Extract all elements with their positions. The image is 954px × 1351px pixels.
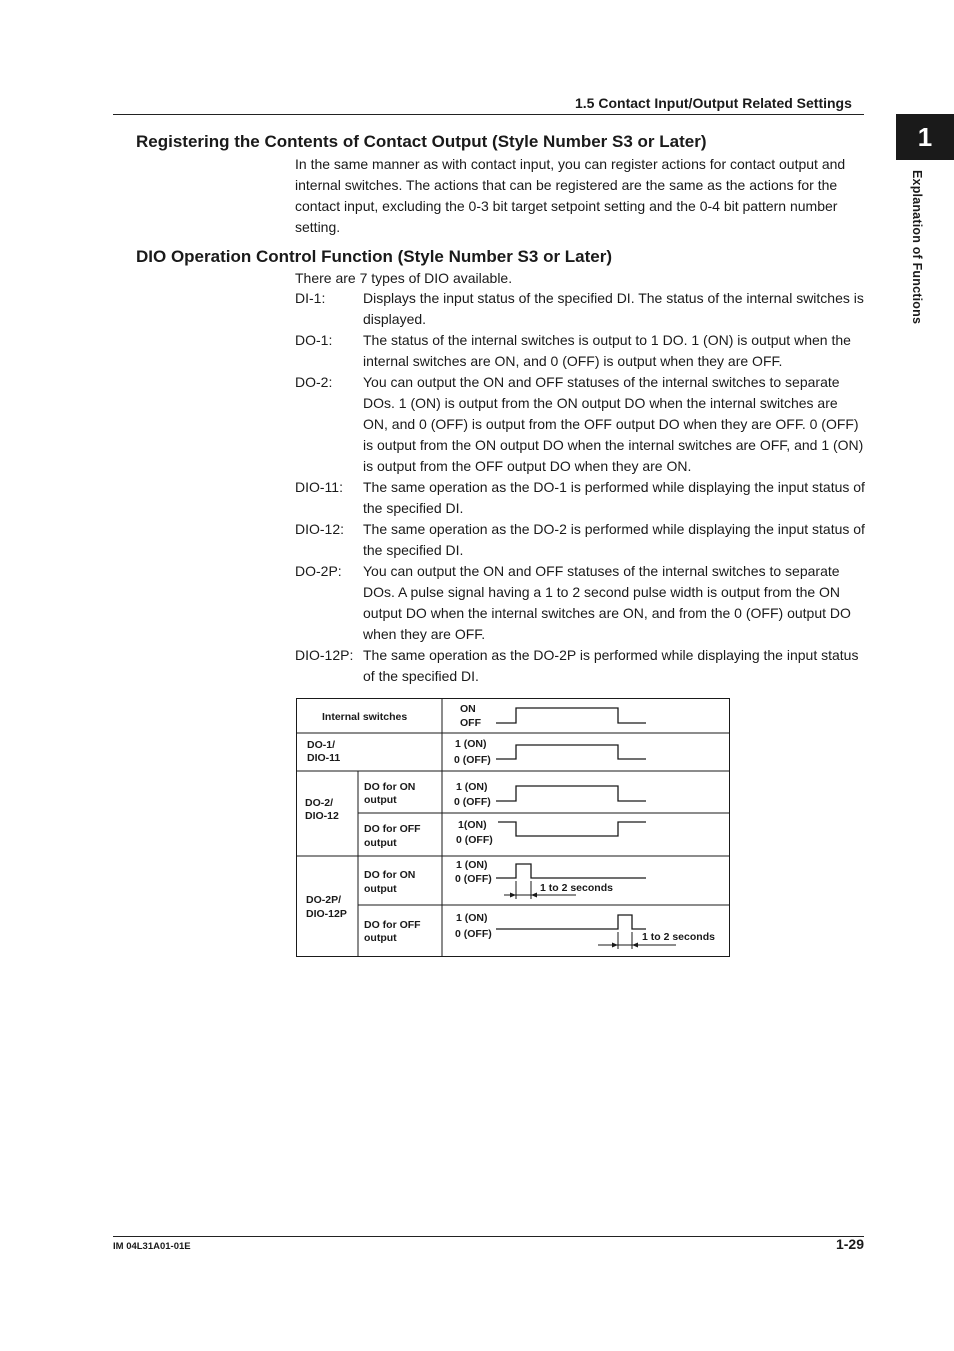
do-on-output-label: DO for ON	[364, 869, 416, 881]
chapter-side-label: Explanation of Functions	[910, 170, 924, 325]
dio-item-dio11	[295, 477, 865, 519]
state-0-off-label: 0 (OFF)	[455, 873, 492, 885]
pulse-arrows	[510, 893, 638, 948]
internal-switch-waveform	[496, 708, 646, 723]
do2-label: DO-2/	[305, 797, 334, 809]
dio-timing-diagram	[296, 698, 730, 957]
arrow-icon	[612, 943, 618, 948]
dio-description: The same operation as the DO-1 is performed while displaying the input status of the specified DI.	[363, 479, 865, 516]
dio-item-do2	[295, 372, 865, 477]
contact-output-paragraph: In the same manner as with contact input, you can register actions for contact output and internal switches. The actions that can be registered are the same as the actions for the contact input, excluding the 0-3 bit target setpoint setting and the 0-4 bit pattern number setting.	[295, 156, 846, 235]
dio-description: Displays the input status of the specified DI. The status of the internal switches is displayed.	[363, 290, 864, 327]
pulse-width-label: 1 to 2 seconds	[642, 931, 715, 943]
do-on-output-label: DO for ON	[364, 781, 416, 793]
timing-diagram-svg	[296, 698, 730, 957]
dio-term: DIO-12P:	[295, 647, 354, 663]
do-on-output-label-2: output	[364, 794, 397, 806]
dio11-label: DIO-11	[307, 752, 341, 764]
state-1-on-label: 1 (ON)	[456, 781, 488, 793]
do-off-output-label-2: output	[364, 932, 397, 944]
on-label: ON	[460, 703, 476, 715]
state-0-off-label: 0 (OFF)	[456, 834, 493, 846]
footer-rule	[113, 1236, 864, 1237]
do2-off-waveform	[498, 822, 646, 836]
state-1-on-label: 1 (ON)	[456, 912, 488, 924]
do-off-output-label: DO for OFF	[364, 919, 421, 931]
diagram-grid	[296, 698, 730, 957]
dio-term: DIO-12:	[295, 521, 345, 537]
state-1-on-label: 1 (ON)	[455, 738, 487, 750]
dio-item-do2p	[295, 561, 865, 645]
diagram-border	[297, 699, 730, 957]
dio12p-label: DIO-12P	[306, 908, 347, 920]
dio-item-do1	[295, 330, 865, 372]
header-rule	[113, 114, 864, 115]
chapter-tab: 1	[896, 114, 954, 160]
dio-term: DO-2P:	[295, 563, 342, 579]
section-heading-dio: DIO Operation Control Function (Style Number S3 or Later)	[136, 247, 613, 266]
dio-term: DI-1:	[295, 290, 326, 306]
dio-term: DO-2:	[295, 374, 333, 390]
waveforms	[496, 708, 646, 929]
dio-item-dio12p	[295, 645, 865, 687]
state-0-off-label: 0 (OFF)	[454, 796, 491, 808]
section-header: 1.5 Contact Input/Output Related Settings	[575, 95, 852, 111]
dio-description: The same operation as the DO-2P is performed while displaying the input status of the specified DI.	[363, 647, 859, 684]
do-off-output-label: DO for OFF	[364, 823, 421, 835]
do2p-off-waveform	[496, 915, 646, 929]
arrow-icon	[510, 893, 516, 898]
do1-waveform	[496, 745, 646, 759]
off-label: OFF	[460, 717, 481, 729]
dio12-label: DIO-12	[305, 810, 339, 822]
dio-description: You can output the ON and OFF statuses of the internal switches to separate DOs. A pulse signal having a 1 to 2 second pulse width is output from the ON output DO when the internal switches are ON, and from the 0 (OFF) output DO when they are OFF.	[363, 563, 851, 642]
dio-intro: There are 7 types of DIO available.	[295, 270, 513, 286]
dio-item-di1	[295, 288, 865, 330]
do2-on-waveform	[496, 786, 646, 801]
dio-item-dio12	[295, 519, 865, 561]
state-1on-label: 1(ON)	[458, 819, 487, 831]
state-0-off-label: 0 (OFF)	[454, 754, 491, 766]
dio-type-list	[295, 288, 865, 687]
internal-switches-label: Internal switches	[322, 711, 408, 723]
dio-description: The same operation as the DO-2 is performed while displaying the input status of the specified DI.	[363, 521, 865, 558]
arrow-icon	[632, 943, 638, 948]
dio-description: The status of the internal switches is output to 1 DO. 1 (ON) is output when the internal switches are ON, and 0 (OFF) is output when they are OFF.	[363, 332, 851, 369]
document-id: IM 04L31A01-01E	[113, 1241, 191, 1252]
arrow-icon	[531, 893, 537, 898]
do-on-output-label-2: output	[364, 883, 397, 895]
section-heading-contact-output: Registering the Contents of Contact Output (Style Number S3 or Later)	[136, 132, 707, 151]
do1-label: DO-1/	[307, 739, 336, 751]
pulse-width-label: 1 to 2 seconds	[540, 882, 613, 894]
page-number: 1-29	[835, 1236, 864, 1252]
dio-term: DIO-11:	[295, 479, 343, 495]
do-off-output-label-2: output	[364, 837, 397, 849]
do2p-on-waveform	[496, 864, 646, 878]
do2p-label: DO-2P/	[306, 894, 342, 906]
dio-term: DO-1:	[295, 332, 333, 348]
dio-description: You can output the ON and OFF statuses of the internal switches to separate DOs. 1 (ON) is output from the ON output DO when the internal switches are ON, and 0 (OFF) is output from the OFF output DO when they are OFF. 0 (OFF) is output from the ON output DO when the internal switches are OFF, and 1 (ON) is output from the OFF output DO when they are ON.	[363, 374, 864, 474]
state-1-on-label: 1 (ON)	[456, 859, 488, 871]
state-0-off-label: 0 (OFF)	[455, 928, 492, 940]
